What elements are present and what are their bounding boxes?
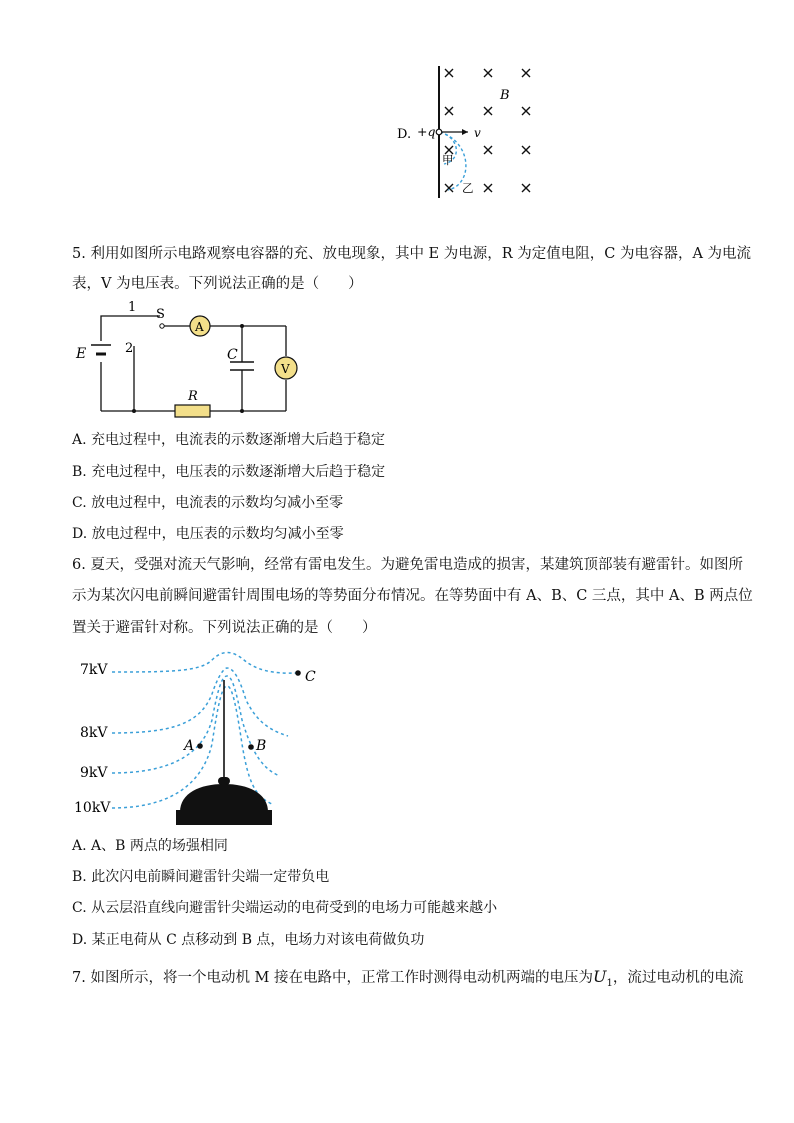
building-dome xyxy=(180,784,268,812)
label-7kv: 7kV xyxy=(80,662,108,678)
q7-stem-text: 7. 如图所示，将一个电动机 M 接在电路中，正常工作时测得电动机两端的电压为 xyxy=(72,970,594,986)
label-point-B: B xyxy=(256,738,267,754)
label-C: C xyxy=(227,347,238,363)
equipotential-9kv xyxy=(112,676,280,776)
q5-option-a: A. 充电过程中，电流表的示数逐渐增大后趋于稳定 xyxy=(72,432,386,448)
q6-option-c: C. 从云层沿直线向避雷针尖端运动的电荷受到的电场力可能越来越小 xyxy=(72,900,498,916)
point-A xyxy=(197,743,203,749)
path-jia-label: 甲 xyxy=(442,153,454,167)
resistor-symbol xyxy=(175,405,210,417)
capacitor-circuit-figure xyxy=(72,296,304,420)
q7-voltage-symbol: $U_1$ xyxy=(593,967,613,990)
field-label: B xyxy=(500,88,510,103)
equipotential-7kv xyxy=(112,653,298,674)
capacitor-symbol xyxy=(230,362,254,370)
q5-option-d: D. 放电过程中，电压表的示数均匀减小至零 xyxy=(72,526,344,542)
label-point-A: A xyxy=(184,738,195,754)
q7-stem-tail: ，流过电动机的电流 xyxy=(612,970,744,986)
option-d-label: D. xyxy=(397,127,412,142)
charge-point xyxy=(436,129,442,135)
q6-option-b: B. 此次闪电前瞬间避雷针尖端一定带负电 xyxy=(72,869,330,885)
q5-option-c: C. 放电过程中，电流表的示数均匀减小至零 xyxy=(72,495,344,511)
q7-stem-line1 xyxy=(72,967,743,994)
charge-label: +q xyxy=(417,124,436,139)
dome-finial xyxy=(218,777,230,785)
label-A: A xyxy=(195,320,204,334)
label-V: V xyxy=(281,362,290,376)
label-E: E xyxy=(76,346,87,362)
label-R: R xyxy=(188,389,198,404)
label-point-C: C xyxy=(305,669,316,685)
label-1: 1 xyxy=(128,300,137,315)
point-B xyxy=(248,744,254,750)
magnetic-field-figure xyxy=(390,60,550,210)
label-S: S xyxy=(156,307,165,322)
equipotential-8kv xyxy=(112,668,288,736)
label-9kv: 9kV xyxy=(80,765,108,781)
battery-symbol xyxy=(91,345,111,354)
path-yi-label: 乙 xyxy=(462,181,474,195)
building-base xyxy=(176,810,272,825)
q5-stem-line1: 5. 利用如图所示电路观察电容器的充、放电现象，其中 E 为电源，R 为定值电阻，C 为电容器，A 为电流 xyxy=(72,246,752,262)
field-crosses xyxy=(445,69,530,192)
lightning-rod-figure xyxy=(72,646,332,830)
switch-pivot xyxy=(160,324,164,328)
q6-option-d: D. 某正电荷从 C 点移动到 B 点，电场力对该电荷做负功 xyxy=(72,932,425,948)
point-C xyxy=(295,670,301,676)
q5-option-b: B. 充电过程中，电压表的示数逐渐增大后趋于稳定 xyxy=(72,464,386,480)
q6-option-a: A. A、B 两点的场强相同 xyxy=(72,838,228,854)
label-2: 2 xyxy=(125,341,134,356)
q5-stem-line2: 表，V 为电压表。下列说法正确的是（ ） xyxy=(72,276,363,292)
q6-stem-line2: 示为某次闪电前瞬间避雷针周围电场的等势面分布情况。在等势面中有 A、B、C 三点，其中 A、B 两点位 xyxy=(72,588,753,604)
label-8kv: 8kV xyxy=(80,725,108,741)
q6-stem-line1: 6. 夏天，受强对流天气影响，经常有雷电发生。为避免雷电造成的损害，某建筑顶部装有避雷针。如图所 xyxy=(72,557,743,573)
label-10kv: 10kV xyxy=(74,800,111,816)
velocity-label: v xyxy=(474,126,481,140)
q6-stem-line3: 置关于避雷针对称。下列说法正确的是（ ） xyxy=(72,620,377,636)
